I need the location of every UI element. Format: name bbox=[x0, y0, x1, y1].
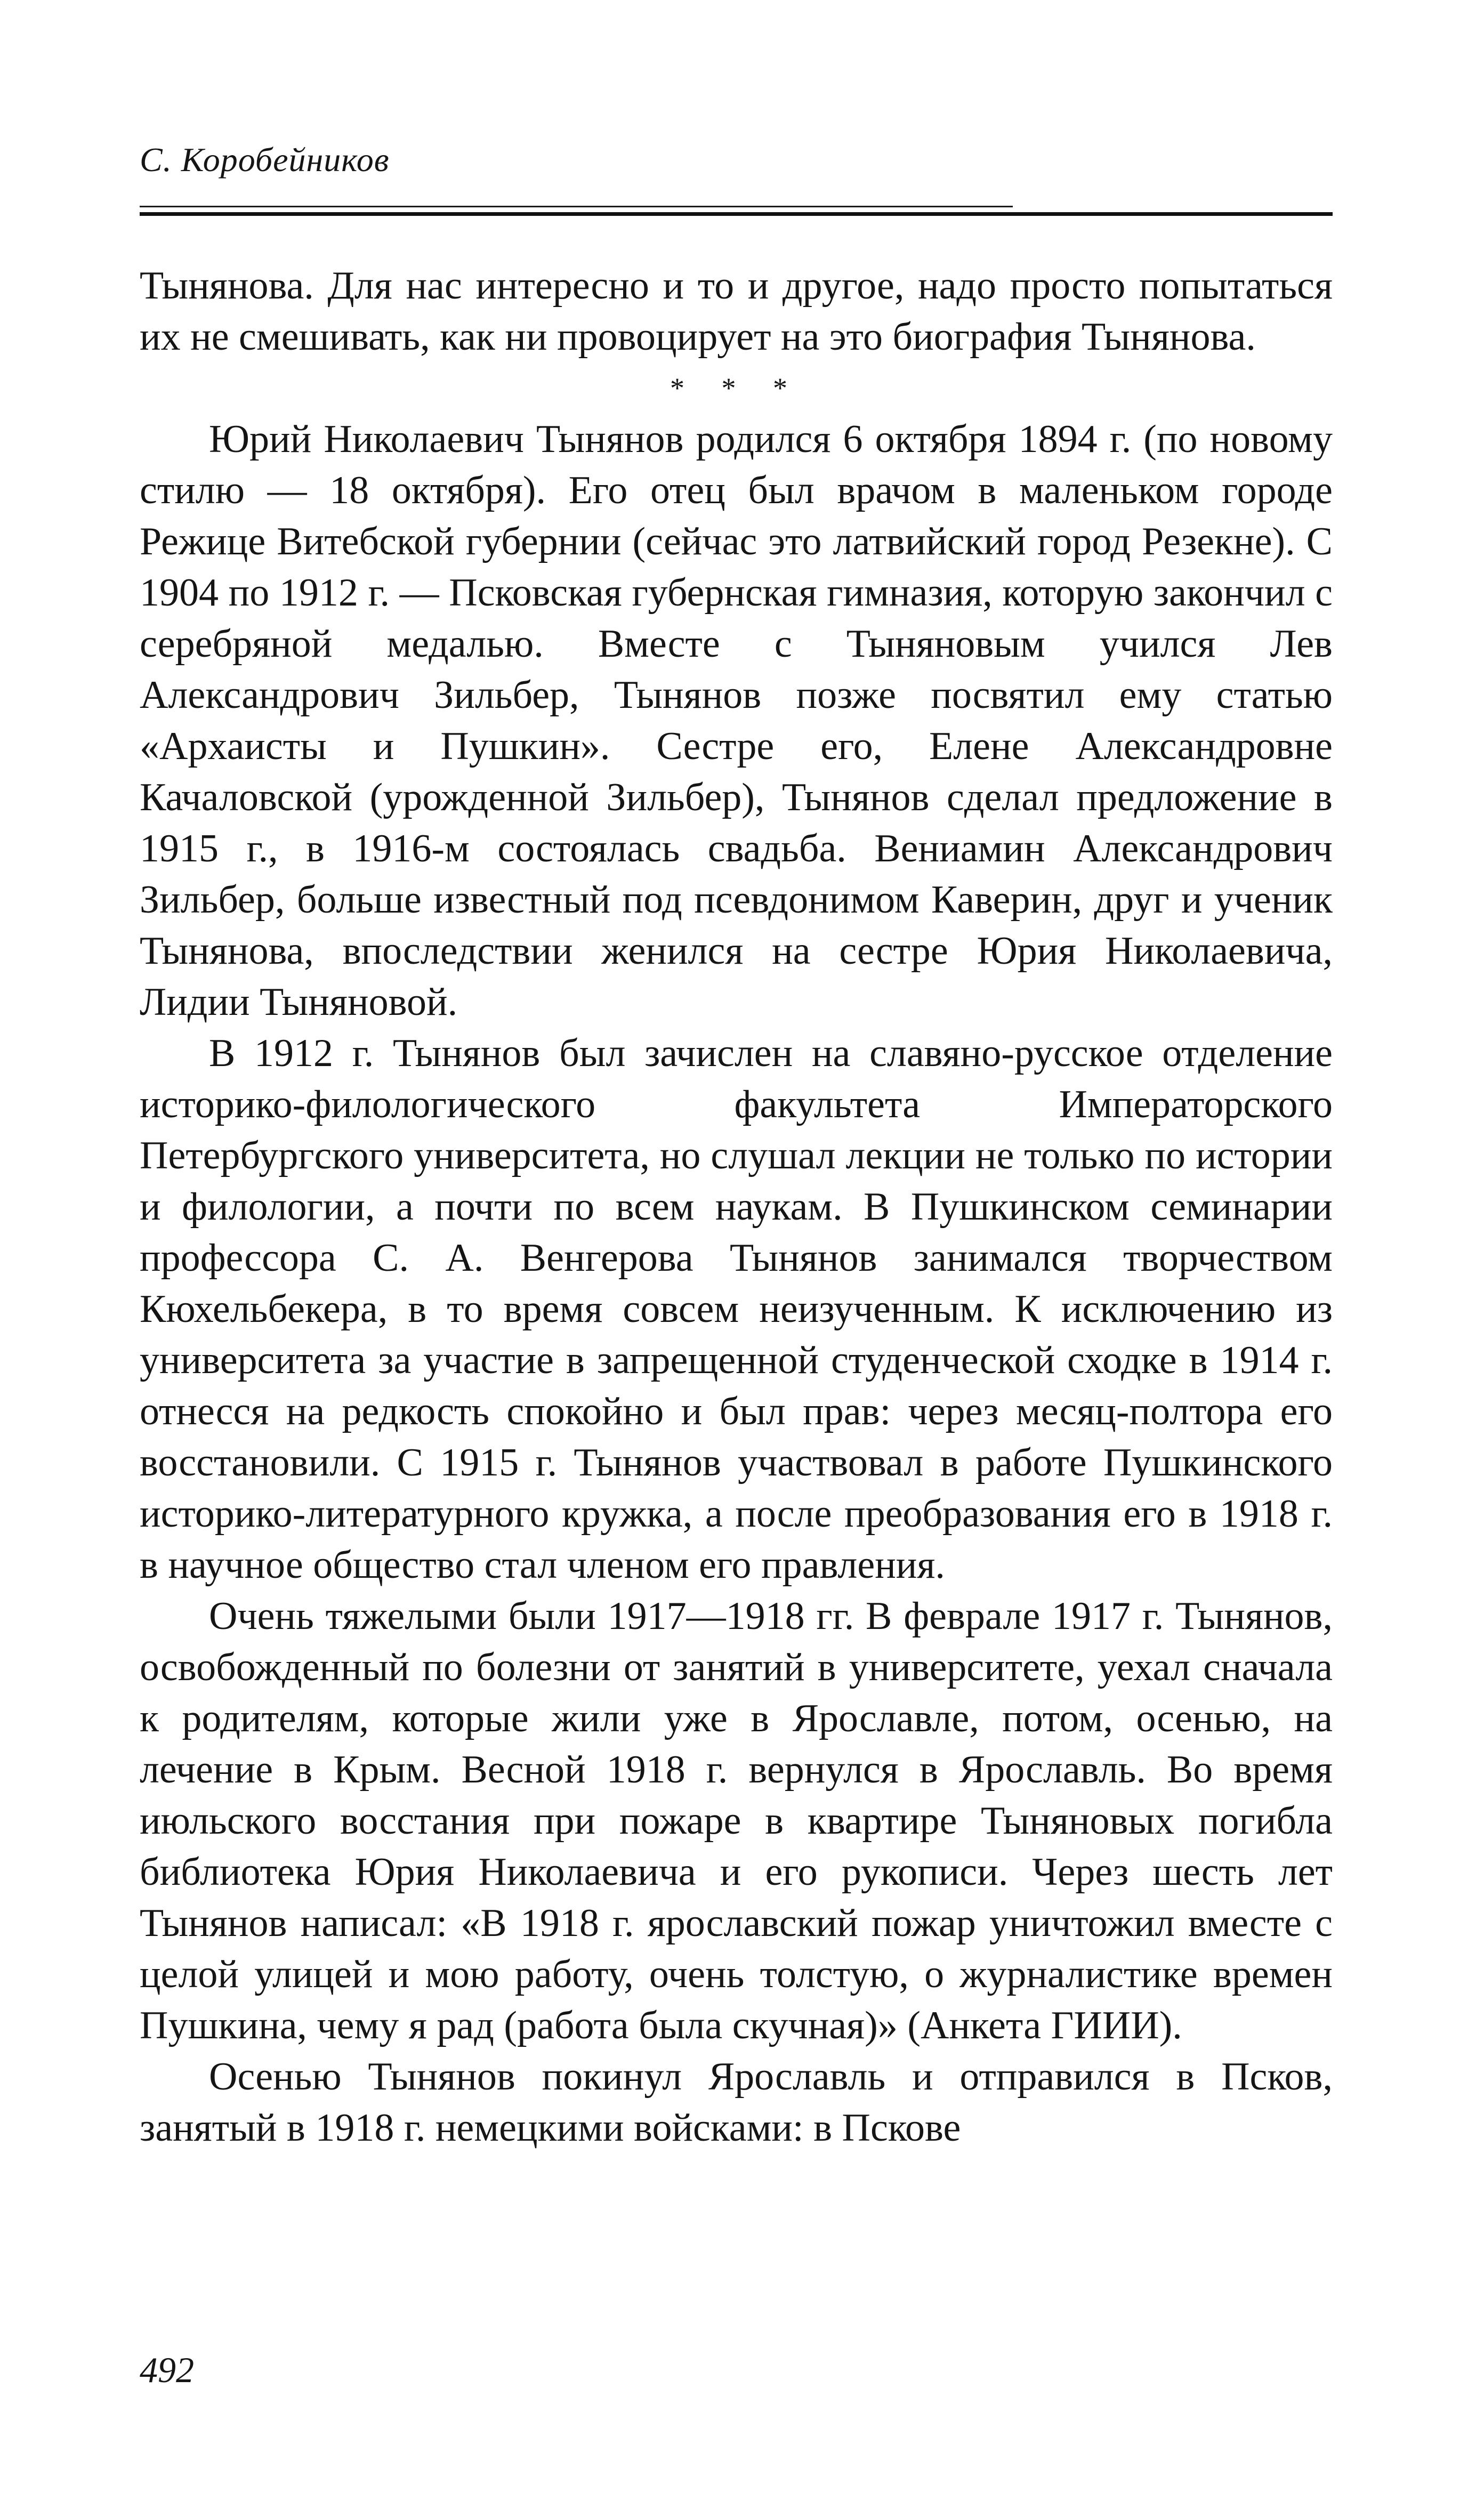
section-separator: * * * bbox=[670, 372, 802, 404]
paragraph-1: Юрий Николаевич Тынянов родился 6 октября 1894 г. (по новому стилю — 18 октября). Его отец был врачом в маленьком городе Режице Витебской губернии (сейчас это латвийский город Резекне). С 1904 по 1912 г. — Псковская губернская гимназия, которую закончил с серебряной медалью. Вместе с Тыняновым учился Лев Александрович Зильбер, Тынянов позже посвятил ему статью «Архаисты и Пушкин». Сестре его, Елене Александровне Качаловской (урожденной Зильбер), Тынянов сделал предложение в 1915 г., в 1916-м состоялась свадьба. Вениамин Александрович Зильбер, больше известный под псевдонимом Каверин, друг и ученик Тынянова, впоследствии женился на сестре Юрия Николаевича, Лидии Тыняновой. bbox=[140, 417, 1333, 1024]
paragraph-continuation: Тынянова. Для нас интересно и то и другое, надо просто попытаться их не смешивать, как ни провоцирует на это биография Тынянова. bbox=[140, 264, 1333, 359]
header-rule-thick bbox=[140, 212, 1333, 216]
running-head-author: С. Коробейников bbox=[140, 141, 390, 179]
paragraph-3: Очень тяжелыми были 1917—1918 гг. В феврале 1917 г. Тынянов, освобожденный по болезни от занятий в университете, уехал сначала к родителям, которые жили уже в Ярославле, потом, осенью, на лечение в Крым. Весной 1918 г. вернулся в Ярославль. Во время июльского восстания при пожаре в квартире Тыняновых погибла библиотека Юрия Николаевича и его рукописи. Через шесть лет Тынянов написал: «В 1918 г. ярославский пожар уничтожил вместе с целой улицей и мою работу, очень толстую, о журналистике времен Пушкина, чему я рад (работа была скучная)» (Анкета ГИИИ). bbox=[140, 1594, 1333, 2047]
paragraph-2: В 1912 г. Тынянов был зачислен на славяно-русское отделение историко-филологического факультета Императорского Петербургского университета, но слушал лекции не только по истории и филологии, а почти по всем наукам. В Пушкинском семинарии профессора С. А. Венгерова Тынянов занимался творчеством Кюхельбекера, в то время совсем неизученным. К исключению из университета за участие в запрещенной студенческой сходке в 1914 г. отнесся на редкость спокойно и был прав: через месяц-полтора его восстановили. С 1915 г. Тынянов участвовал в работе Пушкинского историко-литературного кружка, а после преобразования его в 1918 г. в научное общество стал членом его правления. bbox=[140, 1031, 1333, 1587]
body-text bbox=[140, 260, 1333, 2153]
header-rule-thin bbox=[140, 206, 1013, 207]
page-number: 492 bbox=[140, 2350, 194, 2390]
paragraph-4: Осенью Тынянов покинул Ярославль и отправился в Псков, занятый в 1918 г. немецкими войсками: в Пскове bbox=[140, 2055, 1333, 2150]
